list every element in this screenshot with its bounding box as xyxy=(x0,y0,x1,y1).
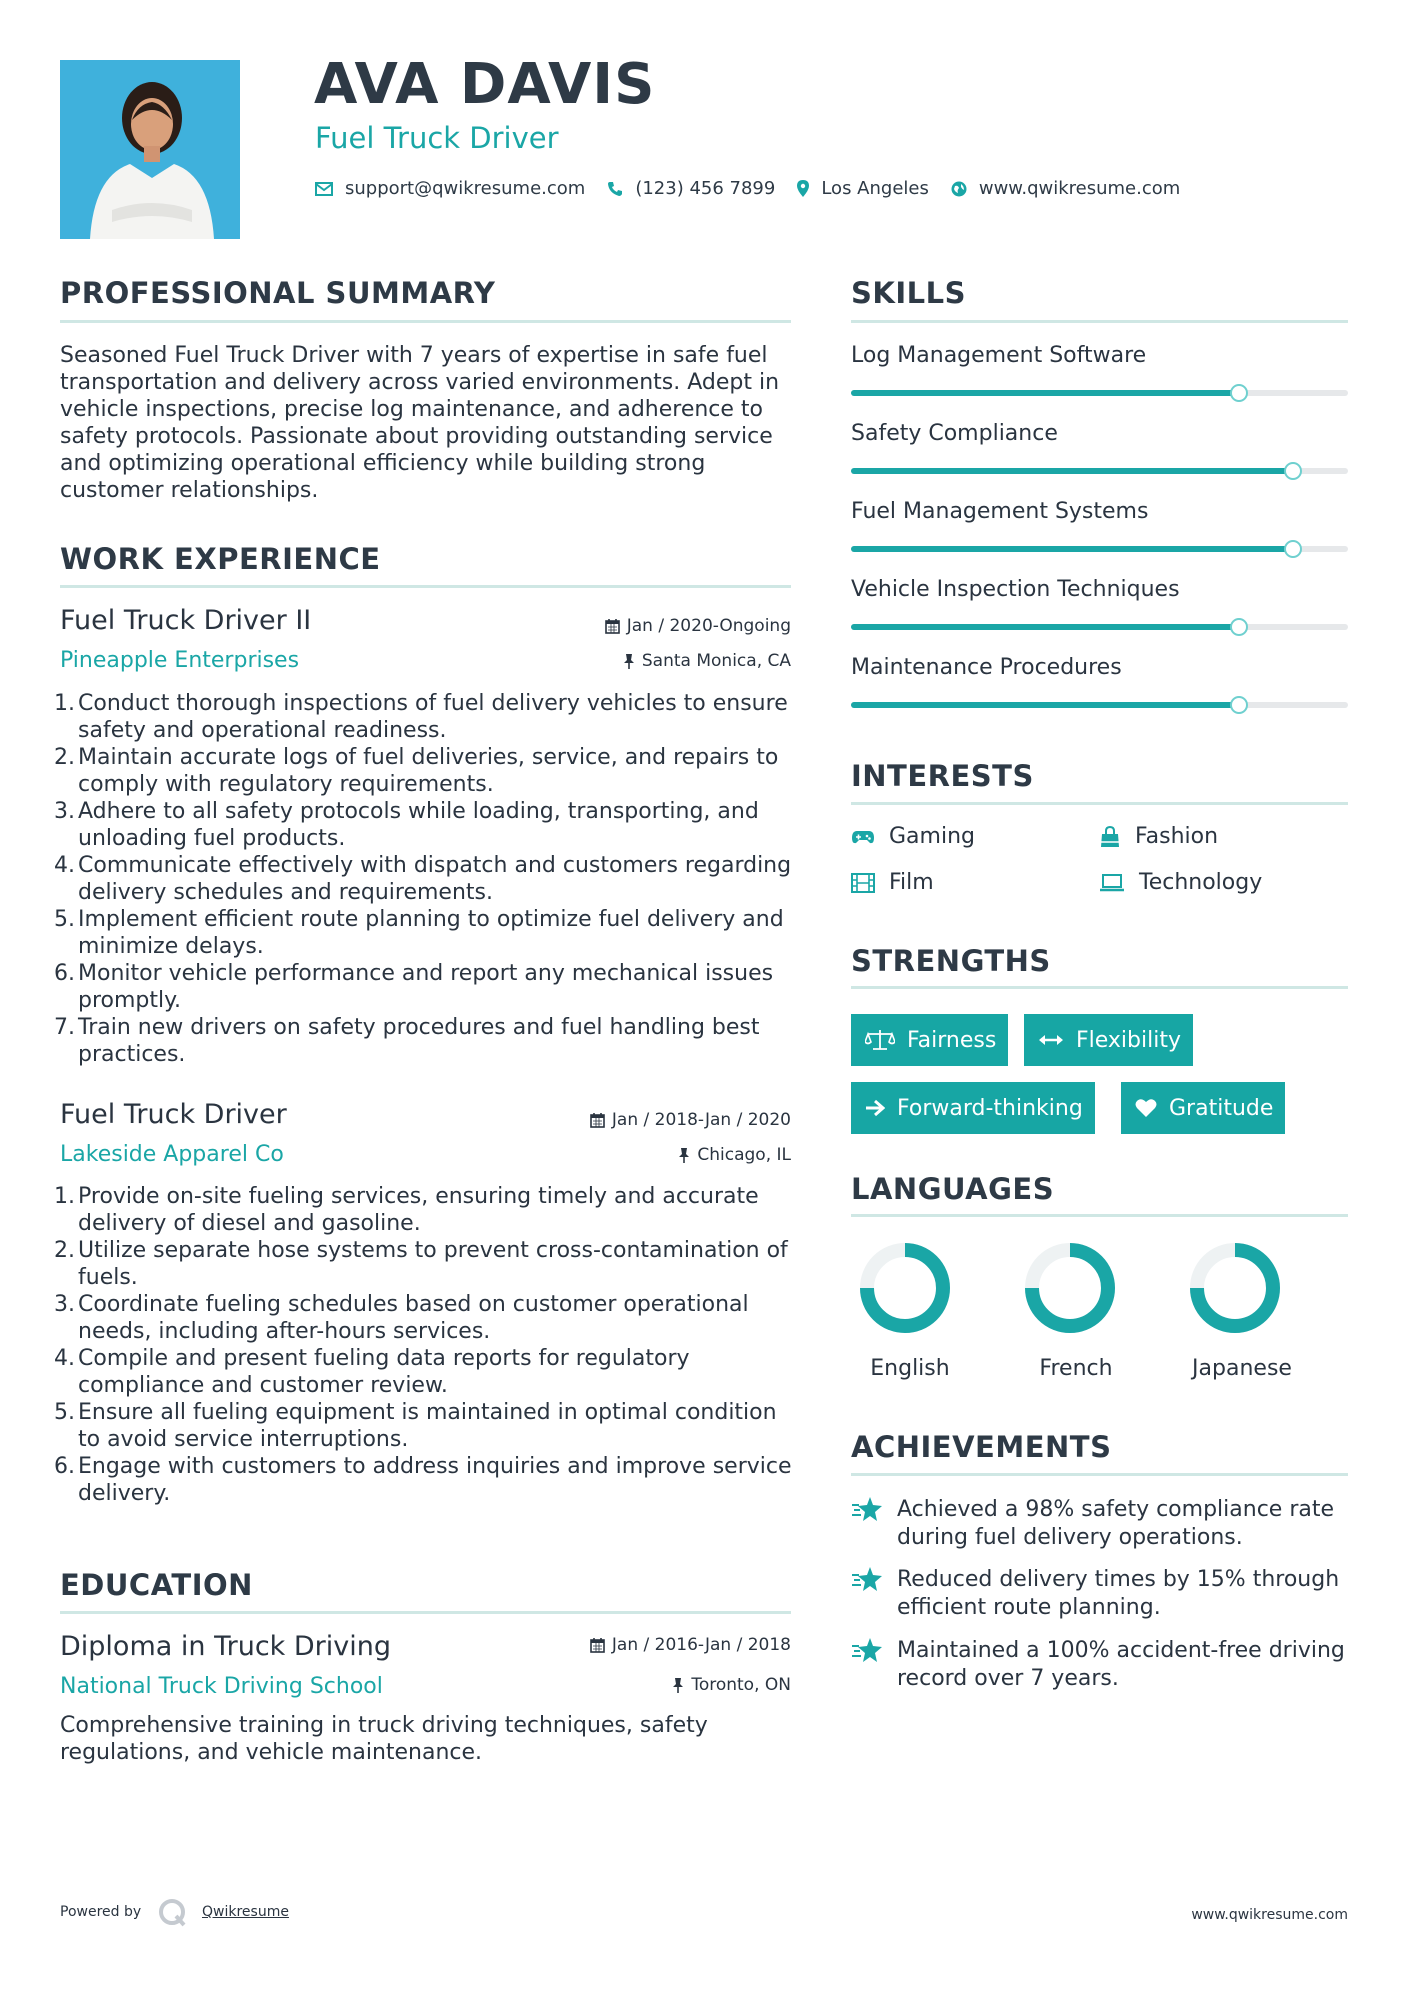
job-duties-list xyxy=(54,690,800,1068)
achievements-divider xyxy=(851,1473,1348,1476)
language-ring xyxy=(1187,1240,1283,1336)
strength-label: Forward-thinking xyxy=(897,1095,1083,1121)
calendar-icon xyxy=(605,618,620,634)
skills-heading: SKILLS xyxy=(851,276,966,310)
list-item: 2. Maintain accurate logs of fuel deliveries, service, and repairs to comply with regulatory requirements. xyxy=(54,745,779,797)
envelope-icon xyxy=(315,182,333,196)
language-ring xyxy=(857,1240,953,1336)
job-dates-text: Jan / 2018-Jan / 2020 xyxy=(611,1110,791,1130)
job-title: Fuel Truck Driver xyxy=(60,1099,287,1130)
list-item: 2. Utilize separate hose systems to prevent cross-contamination of fuels. xyxy=(54,1238,788,1290)
experience-divider xyxy=(60,585,791,588)
star-icon xyxy=(851,1566,883,1622)
strength-badge xyxy=(1121,1082,1285,1134)
job-location-text: Chicago, IL xyxy=(697,1145,791,1165)
globe-icon xyxy=(951,181,967,197)
achievement-item xyxy=(851,1566,1348,1622)
pin-icon xyxy=(623,653,635,669)
interest-item xyxy=(851,870,934,895)
interests-divider xyxy=(851,802,1348,805)
languages-heading: LANGUAGES xyxy=(851,1172,1055,1206)
interest-label: Fashion xyxy=(1135,824,1219,849)
job-location-text: Santa Monica, CA xyxy=(641,651,791,671)
pin-icon xyxy=(678,1147,690,1163)
list-item: 1. Provide on-site fueling services, ensuring timely and accurate delivery of diesel and gasoline. xyxy=(54,1184,759,1236)
skill-bar-fill xyxy=(851,702,1239,708)
star-icon xyxy=(851,1637,883,1693)
job-dates-text: Jan / 2020-Ongoing xyxy=(626,616,791,636)
skill-bar-knob xyxy=(1284,462,1302,480)
languages-divider xyxy=(851,1214,1348,1217)
contact-email[interactable]: support@qwikresume.com xyxy=(345,178,586,199)
achievement-text: Reduced delivery times by 15% through efficient route planning. xyxy=(897,1567,1340,1620)
interest-label: Technology xyxy=(1139,870,1263,895)
map-marker-icon xyxy=(797,180,809,197)
summary-text: Seasoned Fuel Truck Driver with 7 years of expertise in safe fuel transportation and delivery across varied environments. Adept in vehicle inspections, precise log maintenance, and adherence to safety protocols. Passionate about providing outstanding service and optimizing operational efficiency while building strong customer relationships. xyxy=(60,343,780,503)
candidate-name: AVA DAVIS xyxy=(314,52,656,117)
strength-label: Flexibility xyxy=(1076,1027,1181,1053)
arrow-right-icon xyxy=(865,1099,885,1117)
education-location xyxy=(500,1675,791,1695)
interest-item xyxy=(851,824,975,849)
arrows-horizontal-icon xyxy=(1038,1033,1064,1047)
interest-label: Gaming xyxy=(889,824,975,849)
footer-website[interactable]: www.qwikresume.com xyxy=(1191,1907,1348,1923)
achievement-item xyxy=(851,1637,1348,1693)
strength-label: Gratitude xyxy=(1169,1095,1274,1121)
summary-divider xyxy=(60,320,791,323)
list-item: 3. Coordinate fueling schedules based on customer operational needs, including after-hours services. xyxy=(54,1292,749,1344)
skill-bar-fill xyxy=(851,390,1239,396)
heart-icon xyxy=(1135,1098,1157,1118)
skill-bar-knob xyxy=(1230,384,1248,402)
list-item: 4. Communicate effectively with dispatch and customers regarding delivery schedules and requirements. xyxy=(54,853,792,905)
shopping-bag-icon xyxy=(1099,826,1121,848)
strength-label: Fairness xyxy=(907,1027,997,1053)
achievement-text: Achieved a 98% safety compliance rate during fuel delivery operations. xyxy=(897,1497,1335,1550)
calendar-icon xyxy=(590,1637,605,1653)
star-icon xyxy=(851,1496,883,1552)
strengths-divider xyxy=(851,986,1348,989)
language-label: English xyxy=(870,1356,950,1381)
skill-bar xyxy=(851,468,1348,474)
education-location-text: Toronto, ON xyxy=(691,1675,791,1695)
job-location xyxy=(500,651,791,671)
list-item: 1. Conduct thorough inspections of fuel delivery vehicles to ensure safety and operational readiness. xyxy=(54,691,788,743)
calendar-icon xyxy=(590,1112,605,1128)
skill-name: Log Management Software xyxy=(851,343,1147,368)
achievement-item xyxy=(851,1496,1348,1552)
list-item: 5. Implement efficient route planning to optimize fuel delivery and minimize delays. xyxy=(54,907,784,959)
skill-bar-knob xyxy=(1230,696,1248,714)
phone-icon xyxy=(607,181,623,197)
skill-bar-fill xyxy=(851,468,1293,474)
laptop-icon xyxy=(1099,874,1125,892)
qwikresume-link[interactable]: Qwikresume xyxy=(202,1904,289,1920)
skill-bar xyxy=(851,624,1348,630)
education-text: Comprehensive training in truck driving techniques, safety regulations, and vehicle maintenance. xyxy=(60,1713,708,1765)
interest-item xyxy=(1099,870,1262,895)
qwikresume-logo-icon xyxy=(158,1898,188,1928)
skills-divider xyxy=(851,320,1348,323)
strengths-heading: STRENGTHS xyxy=(851,944,1051,978)
skill-name: Maintenance Procedures xyxy=(851,655,1122,680)
list-item: 7. Train new drivers on safety procedures and fuel handling best practices. xyxy=(54,1015,760,1067)
pin-icon xyxy=(672,1677,684,1693)
skill-name: Fuel Management Systems xyxy=(851,499,1149,524)
strength-badge xyxy=(1024,1014,1193,1066)
school-name: National Truck Driving School xyxy=(60,1674,383,1699)
interests-heading: INTERESTS xyxy=(851,759,1034,793)
contact-location: Los Angeles xyxy=(821,178,929,199)
job-dates xyxy=(500,1110,791,1130)
candidate-role: Fuel Truck Driver xyxy=(315,121,559,155)
job-duties-list xyxy=(54,1183,800,1507)
film-icon xyxy=(851,873,875,893)
contact-row xyxy=(315,178,1202,199)
list-item: 4. Compile and present fueling data reports for regulatory compliance and customer review. xyxy=(54,1346,690,1398)
balance-scale-icon xyxy=(865,1029,895,1051)
skill-bar xyxy=(851,390,1348,396)
language-label: Japanese xyxy=(1192,1356,1292,1381)
contact-website[interactable]: www.qwikresume.com xyxy=(978,178,1181,199)
strength-badge xyxy=(851,1082,1095,1134)
list-item: 5. Ensure all fueling equipment is maintained in optimal condition to avoid service interruptions. xyxy=(54,1400,777,1452)
list-item: 3. Adhere to all safety protocols while loading, transporting, and unloading fuel products. xyxy=(54,799,759,851)
contact-phone[interactable]: (123) 456 7899 xyxy=(635,178,776,199)
skill-name: Vehicle Inspection Techniques xyxy=(851,577,1180,602)
skill-bar-fill xyxy=(851,624,1239,630)
language-label: French xyxy=(1039,1356,1113,1381)
list-item: 6. Engage with customers to address inquiries and improve service delivery. xyxy=(54,1454,792,1506)
education-dates xyxy=(500,1635,791,1655)
experience-heading: WORK EXPERIENCE xyxy=(60,542,381,576)
strength-badge xyxy=(851,1014,1008,1066)
skill-name: Safety Compliance xyxy=(851,421,1058,446)
interest-label: Film xyxy=(889,870,934,895)
job-location xyxy=(500,1145,791,1165)
skill-bar xyxy=(851,546,1348,552)
gamepad-icon xyxy=(851,829,875,845)
list-item: 6. Monitor vehicle performance and report any mechanical issues promptly. xyxy=(54,961,774,1013)
job-company: Pineapple Enterprises xyxy=(60,648,300,673)
education-divider xyxy=(60,1611,791,1614)
education-heading: EDUCATION xyxy=(60,1568,253,1602)
powered-by-label: Powered by xyxy=(60,1904,142,1920)
skill-bar xyxy=(851,702,1348,708)
degree-title: Diploma in Truck Driving xyxy=(60,1631,392,1662)
achievement-text: Maintained a 100% accident-free driving record over 7 years. xyxy=(897,1638,1345,1691)
summary-heading: PROFESSIONAL SUMMARY xyxy=(60,276,496,310)
skill-bar-knob xyxy=(1230,618,1248,636)
job-company: Lakeside Apparel Co xyxy=(60,1142,284,1167)
achievements-heading: ACHIEVEMENTS xyxy=(851,1430,1112,1464)
language-ring xyxy=(1022,1240,1118,1336)
skill-bar-knob xyxy=(1284,540,1302,558)
job-dates xyxy=(500,616,791,636)
job-title: Fuel Truck Driver II xyxy=(60,605,312,636)
interest-item xyxy=(1099,824,1218,849)
skill-bar-fill xyxy=(851,546,1293,552)
education-dates-text: Jan / 2016-Jan / 2018 xyxy=(611,1635,791,1655)
profile-photo xyxy=(60,60,240,239)
